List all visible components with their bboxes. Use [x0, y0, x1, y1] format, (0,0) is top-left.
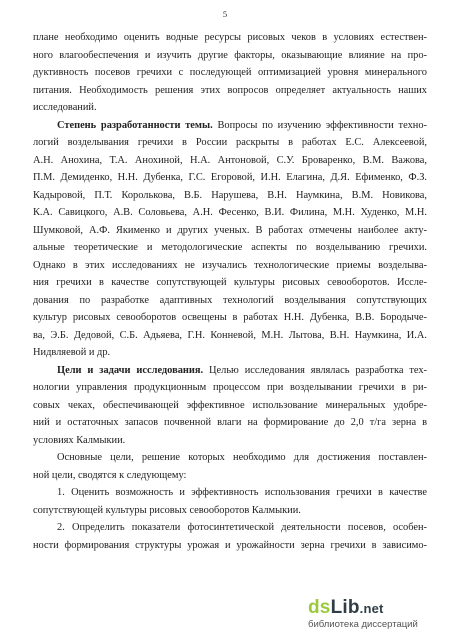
text-line [33, 99, 427, 117]
text-line [33, 309, 427, 327]
text-line-content: условиях Калмыкии. [33, 434, 126, 446]
text-line [33, 274, 427, 292]
text-line-content: Шумковой, А.Ф. Якименко и других ученых. В работах отмечены наиболее акту- [33, 224, 427, 236]
page-number: 5 [222, 9, 228, 19]
text-line [33, 467, 427, 485]
text-line [33, 47, 427, 65]
text-line-content: П.М. Демиденко, Н.Н. Дубенка, Г.С. Егоровой, И.Н. Елагина, Д.Я. Ефименко, Ф.З. [33, 172, 427, 183]
text-line-content: сопутствующей культуры рисовых севооборотов Калмыкии. [33, 504, 301, 516]
text-line [33, 134, 427, 152]
text-line-content: 2. Определить показатели фотосинтетической деятельности посевов, особен- [57, 522, 427, 533]
text-line [33, 432, 427, 450]
text-line-content: дуктивность посевов гречихи с последующей оптимизацией уровня минерального [33, 67, 427, 78]
text-line-content: культур рисовых севооборотов освещены в работах Н.Н. Дубенка, В.В. Бородыче- [33, 312, 427, 323]
text-line [33, 29, 427, 47]
text-line [33, 64, 427, 82]
text-line [33, 257, 427, 275]
text-line [33, 537, 427, 555]
text-line [33, 152, 427, 170]
dslib-logo-lib: Lib [330, 597, 360, 618]
body-text [33, 29, 427, 614]
text-line-content: дования по разработке адаптивных технологий возделывания сопутствующих [33, 294, 427, 306]
dslib-logo-ds: ds [308, 597, 331, 618]
text-line [33, 344, 427, 362]
text-line-content: К.А. Савицкого, А.В. Соловьева, А.Н. Фесенко, В.И. Филина, М.Н. Худенко, М.Н. [33, 207, 427, 218]
section-heading: Цели и задачи исследования. [57, 364, 204, 376]
text-line-content: ва, Э.Б. Дедовой, С.Б. Адьяева, Г.Н. Конневой, М.Н. Лытова, В.Н. Наумкина, И.А. [33, 329, 427, 341]
text-line [33, 519, 427, 537]
text-line-content: ния гречихи в качестве сопутствующей культуры рисовых севооборотов. Иссле- [33, 277, 427, 288]
text-line-content: Однако в этих исследованиях не изучались технологические приемы возделыва- [33, 259, 427, 271]
text-line [33, 169, 427, 187]
text-line [33, 239, 427, 257]
text-line [33, 502, 427, 520]
text-line-content: А.Н. Анохина, Т.А. Анохиной, Н.А. Антоновой, С.У. Броваренко, В.М. Важова, [33, 154, 427, 166]
text-line [33, 397, 427, 415]
text-line [33, 327, 427, 345]
text-line-content: Вопросы по изучению эффективности техно- [212, 119, 427, 131]
dslib-logo [308, 597, 384, 619]
text-line [33, 204, 427, 222]
text-line-content: Основные цели, решение которых необходимо для достижения поставлен- [57, 452, 427, 463]
text-line [33, 362, 427, 380]
text-line [33, 449, 427, 467]
text-line-content: 1. Оценить возможность и эффективность использования гречихи в качестве [57, 487, 427, 498]
text-line-content: питания. Необходимость решения этих вопросов определяет актуальность наших [33, 84, 427, 96]
text-line-content: логий возделывания гречихи в России раскрыты в работах Е.С. Алексеевой, [33, 137, 427, 148]
text-line-content: исследований. [33, 102, 97, 113]
text-line [33, 187, 427, 205]
text-line-content: альные теоретические и методологические аспекты по возделыванию гречихи. [33, 242, 427, 253]
text-line-content: Кадыровой, П.Т. Королькова, В.Б. Нарушева, В.Н. Наумкина, В.М. Новикова, [33, 189, 427, 201]
section-heading: Степень разработанности темы. [57, 119, 213, 131]
text-line [33, 379, 427, 397]
text-line-content: ного влагообеспечения и изучить другие факторы, оказывающие влияние на про- [33, 49, 427, 61]
text-line-content: плане необходимо оценить водные ресурсы рисовых чеков в условиях естествен- [33, 32, 427, 43]
text-line-content: Нидвляевой и др. [33, 347, 111, 358]
text-line-content: совых чеках, обеспечивающей эффективное использование минеральных удобре- [33, 399, 427, 411]
text-line [33, 117, 427, 135]
text-line [33, 222, 427, 240]
dslib-tagline: библиотека диссертаций [308, 619, 418, 630]
text-line [33, 414, 427, 432]
text-line [33, 292, 427, 310]
text-line-content: ности формирования структуры урожая и урожайности зерна гречихи в зависимо- [33, 539, 427, 551]
text-line-content: ной цели, сводятся к следующему: [33, 469, 187, 481]
text-line [33, 82, 427, 100]
dslib-watermark [308, 597, 438, 631]
text-line [33, 484, 427, 502]
text-line-content: нологии управления продукционным процессом при возделывании гречихи в ри- [33, 382, 427, 393]
dslib-logo-net: .net [359, 601, 384, 616]
text-line-content: Целью исследования являлась разработка тех- [203, 364, 427, 376]
text-line-content: ний и остаточных запасов почвенной влаги на формирование до 2,0 т/га зерна в [33, 417, 427, 428]
